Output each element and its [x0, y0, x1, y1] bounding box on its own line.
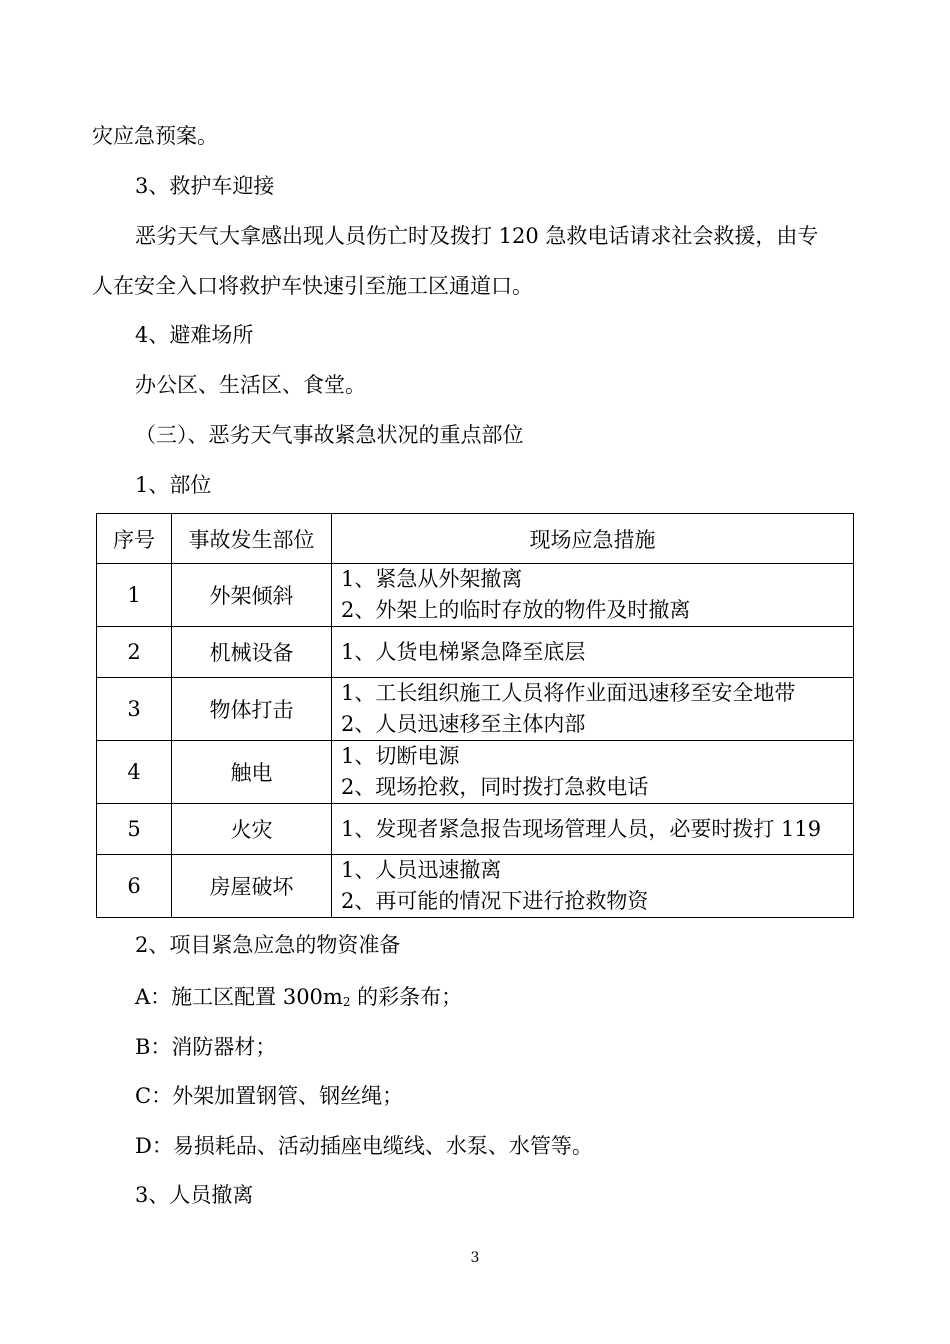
- paragraph-disaster-plan: 灾应急预案。: [92, 124, 218, 148]
- table-row: [97, 564, 854, 627]
- cell-no: 1: [97, 564, 172, 627]
- cell-location: 外架倾斜: [172, 564, 332, 627]
- cell-no: 2: [97, 627, 172, 678]
- cell-no: 4: [97, 741, 172, 804]
- cell-actions: [332, 678, 854, 741]
- action-item: 1、人货电梯紧急降至底层: [341, 639, 586, 664]
- action-item: 2、人员迅速移至主体内部: [341, 712, 586, 736]
- cell-location: 机械设备: [172, 627, 332, 678]
- action-item: 1、紧急从外架撤离: [341, 567, 523, 591]
- cell-no: 6: [97, 855, 172, 918]
- cell-location: 火灾: [172, 804, 332, 855]
- cell-actions: [332, 855, 854, 918]
- table-row: [97, 678, 854, 741]
- cell-location: 物体打击: [172, 678, 332, 741]
- heading-materials: 2、项目紧急应急的物资准备: [135, 933, 401, 957]
- incident-table: [96, 513, 854, 918]
- cell-no: 3: [97, 678, 172, 741]
- heading-ambulance: 3、救护车迎接: [135, 174, 275, 198]
- material-item-b: B：消防器材；: [135, 1035, 277, 1059]
- action-item: 1、发现者紧急报告现场管理人员，必要时拨打 119: [341, 816, 822, 841]
- table-header-row: [97, 514, 854, 564]
- action-item: 2、外架上的临时存放的物件及时撤离: [341, 598, 691, 622]
- paragraph-shelter: 办公区、生活区、食堂。: [135, 373, 366, 397]
- cell-actions: [332, 564, 854, 627]
- page-number: 3: [470, 1250, 480, 1266]
- paragraph-ambulance-line2: 人在安全入口将救护车快速引至施工区通道口。: [92, 274, 533, 298]
- material-item-d: D：易损耗品、活动插座电缆线、水泵、水管等。: [135, 1134, 593, 1158]
- cell-actions: [332, 741, 854, 804]
- material-a-suffix: 的彩条布；: [350, 985, 463, 1009]
- cell-actions: [332, 804, 854, 855]
- paragraph-ambulance-line1: 恶劣天气大拿感出现人员伤亡时及拨打 120 急救电话请求社会救援，由专: [135, 224, 819, 248]
- heading-shelter: 4、避难场所: [135, 323, 254, 347]
- material-item-a: [135, 983, 462, 1016]
- table-row: [97, 741, 854, 804]
- action-item: 1、工长组织施工人员将作业面迅速移至安全地带: [341, 681, 796, 705]
- header-location: 事故发生部位: [172, 514, 332, 564]
- cell-no: 5: [97, 804, 172, 855]
- table-row: [97, 804, 854, 855]
- heading-locations: 1、部位: [135, 473, 212, 497]
- header-no: 序号: [97, 514, 172, 564]
- table-row: [97, 627, 854, 678]
- action-item: 1、人员迅速撤离: [341, 858, 502, 882]
- unit-superscript: 2: [342, 995, 351, 1009]
- heading-evacuation: 3、人员撤离: [135, 1183, 254, 1207]
- action-item: 1、切断电源: [341, 744, 460, 768]
- header-actions: 现场应急措施: [332, 514, 854, 564]
- action-item: 2、现场抢救，同时拨打急救电话: [341, 775, 649, 799]
- heading-section-three: （三）、恶劣天气事故紧急状况的重点部位: [135, 423, 524, 447]
- action-item: 2、再可能的情况下进行抢救物资: [341, 889, 649, 913]
- material-a-text: A：施工区配置 300m: [135, 985, 343, 1009]
- cell-location: 触电: [172, 741, 332, 804]
- cell-actions: [332, 627, 854, 678]
- material-item-c: C：外架加置钢管、钢丝绳；: [135, 1084, 404, 1108]
- cell-location: 房屋破坏: [172, 855, 332, 918]
- table-row: [97, 855, 854, 918]
